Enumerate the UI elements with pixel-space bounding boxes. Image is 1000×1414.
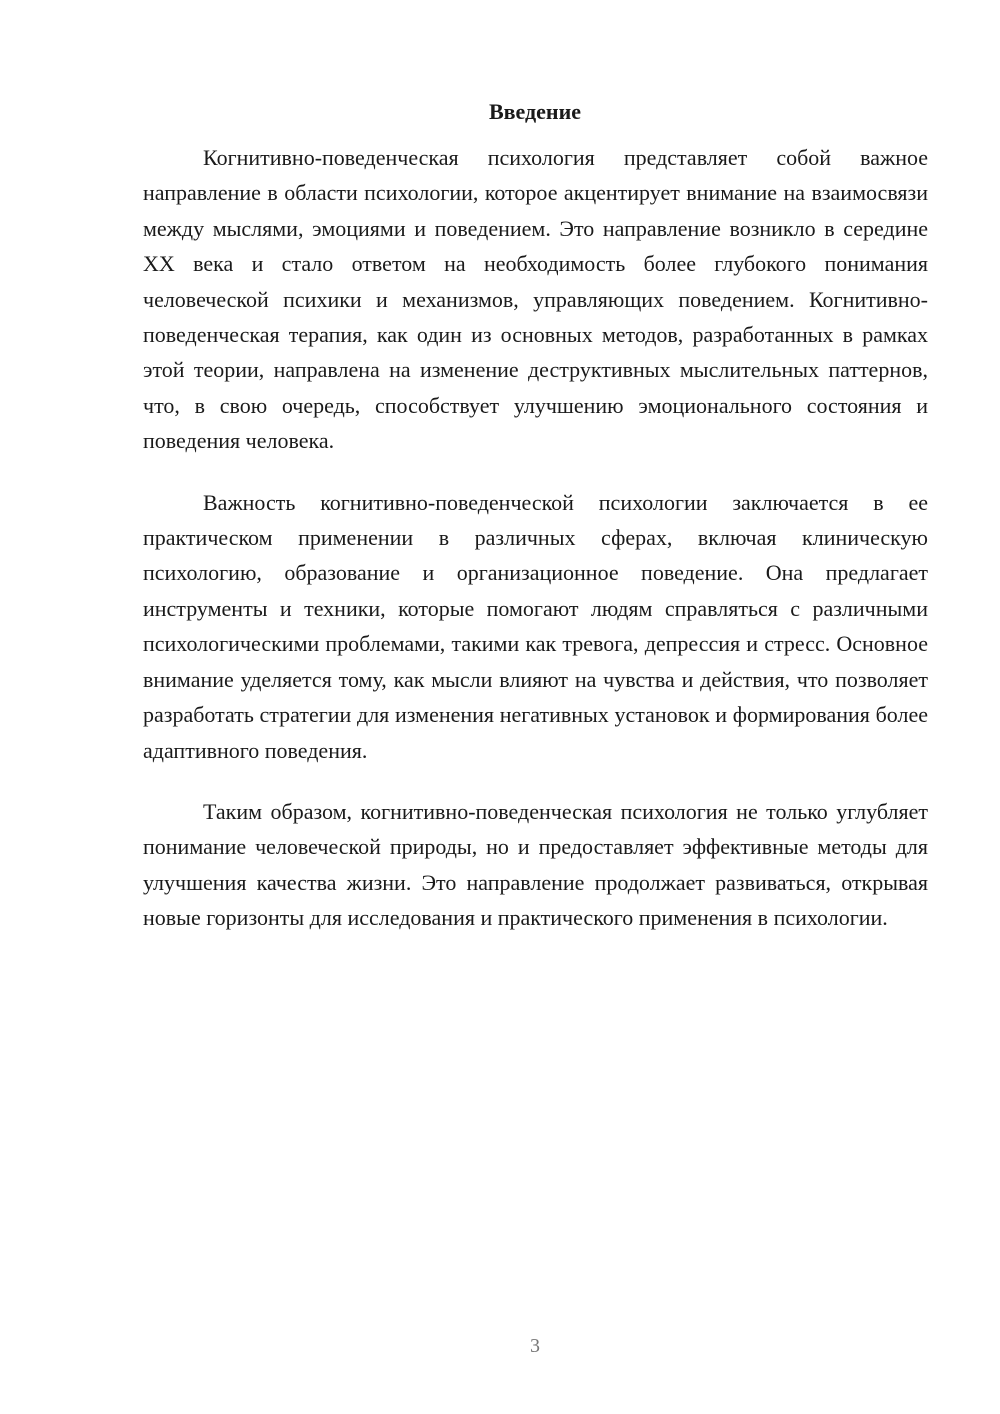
section-title: Введение	[488, 99, 582, 124]
page-number: 3	[530, 1335, 540, 1357]
paragraph-3: Таким образом, когнитивно-поведенческая психология не только углубляет понимание человеческой природы, но и предоставляет эффективные методы для улучшения качества жизни. Это направление продолжает развиваться, открывая новые горизонты для исследования и практического применения в психологии.	[143, 798, 928, 931]
body-text	[143, 140, 928, 962]
paragraph-2: Важность когнитивно-поведенческой психологии заключается в ее практическом применении в различных сферах, включая клиническую психологию, образование и организационное поведение. Она предлагает инструменты и техники, которые помогают людям справляться с различными психологическими проблемами, такими как тревога, депрессия и стресс. Основное внимание уделяется тому, как мысли влияют на чувства и действия, что позволяет разработать стратегии для изменения негативных установок и формирования более адаптивного поведения.	[143, 489, 928, 763]
paragraph-1: Когнитивно-поведенческая психология представляет собой важное направление в области психологии, которое акцентирует внимание на взаимосвязи между мыслями, эмоциями и поведением. Это направление возникло в середине XX века и стало ответом на необходимость более глубокого понимания человеческой психики и механизмов, управляющих поведением. Когнитивно-поведенческая терапия, как один из основных методов, разработанных в рамках этой теории, направлена на изменение деструктивных мыслительных паттернов, что, в свою очередь, способствует улучшению эмоционального состояния и поведения человека.	[143, 145, 928, 454]
